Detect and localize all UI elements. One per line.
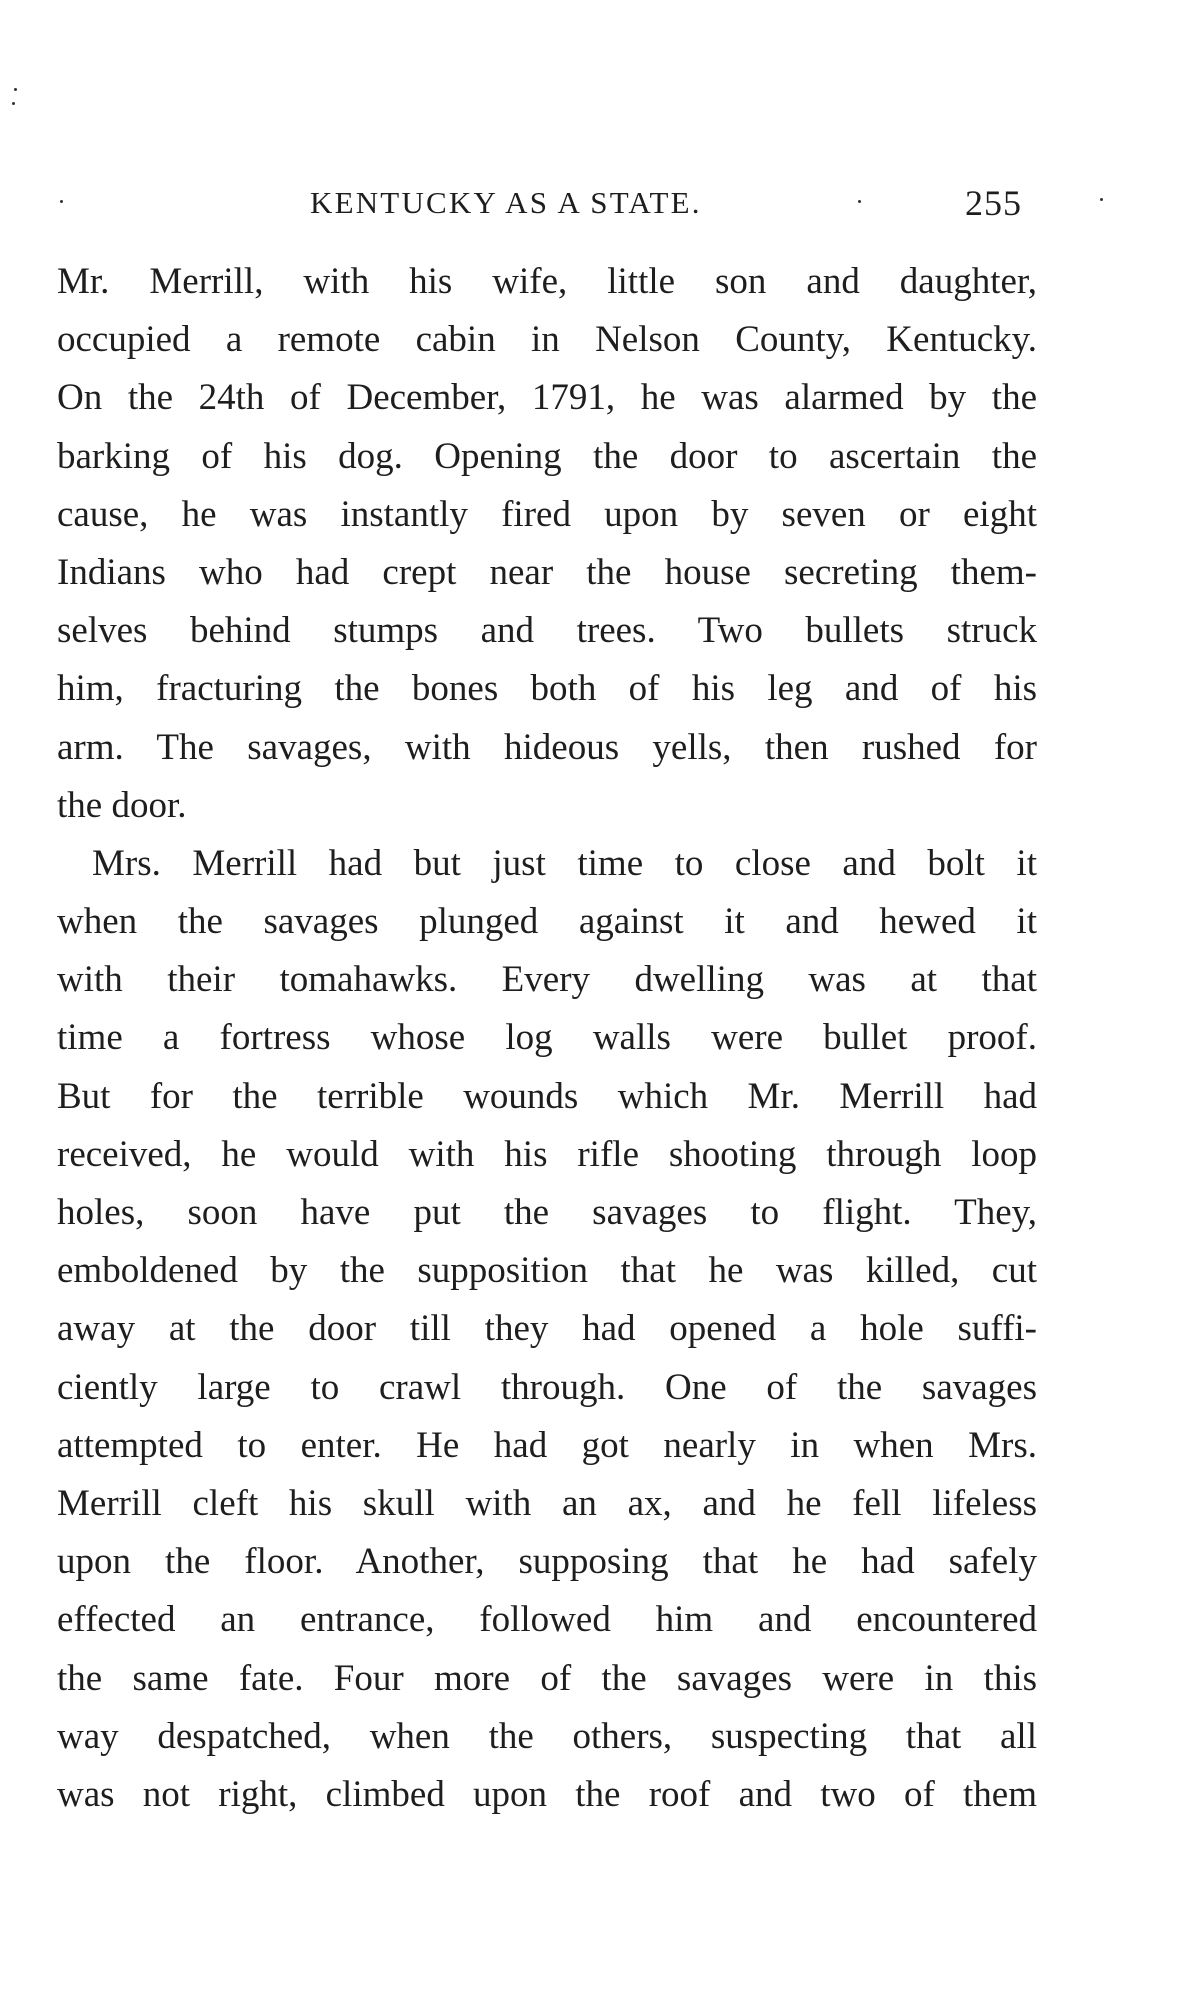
paragraph-1 [57,253,1037,835]
text-line: time a fortress whose log walls were bullet proof. [57,1017,1037,1059]
text-line: emboldened by the supposition that he was killed, cut [57,1250,1037,1292]
text-line: On the 24th of December, 1791, he was alarmed by the [57,377,1037,419]
text-line: received, he would with his rifle shooting through loop [57,1133,1037,1175]
text-line: upon the floor. Another, supposing that he had safely [57,1541,1037,1583]
text-line: Indians who had crept near the house secreting them- [57,551,1037,593]
text-line: Mr. Merrill, with his wife, little son and daughter, [57,261,1037,302]
print-speck [1100,198,1103,201]
text-line: Mrs. Merrill had but just time to close and bolt it [92,842,1037,884]
page-number: 255 [965,183,1022,223]
text-line: selves behind stumps and trees. Two bullets struck [57,610,1037,652]
text-line: him, fracturing the bones both of his leg and of his [57,668,1037,710]
paragraph-2 [57,835,1037,1824]
text-line: attempted to enter. He had got nearly in when Mrs. [57,1424,1037,1466]
text-line: holes, soon have put the savages to flight. They, [57,1192,1037,1233]
text-line: effected an entrance, followed him and encountered [57,1599,1037,1641]
text-line: Merrill cleft his skull with an ax, and he fell lifeless [57,1482,1037,1524]
print-speck [12,102,15,105]
text-line: ciently large to crawl through. One of the savages [57,1366,1037,1408]
body-text [57,253,1037,1824]
running-head [60,178,1060,228]
text-line: the door. [57,784,187,826]
text-line: when the savages plunged against it and hewed it [57,901,1037,943]
text-line: was not right, climbed upon the roof and two of them [57,1773,1037,1815]
text-line: arm. The savages, with hideous yells, then rushed for [57,726,1037,768]
text-line: with their tomahawks. Every dwelling was at that [57,959,1037,1001]
text-line: cause, he was instantly fired upon by seven or eight [57,493,1037,535]
text-line: barking of his dog. Opening the door to ascertain the [57,435,1037,477]
running-title: KENTUCKY AS A STATE. [310,185,702,220]
text-line: way despatched, when the others, suspecting that all [57,1715,1037,1757]
text-line: away at the door till they had opened a hole suffi- [57,1308,1037,1350]
text-line: the same fate. Four more of the savages were in this [57,1657,1037,1699]
text-line: But for the terrible wounds which Mr. Merrill had [57,1075,1037,1117]
text-line: occupied a remote cabin in Nelson County, Kentucky. [57,319,1037,361]
print-speck [14,88,17,91]
